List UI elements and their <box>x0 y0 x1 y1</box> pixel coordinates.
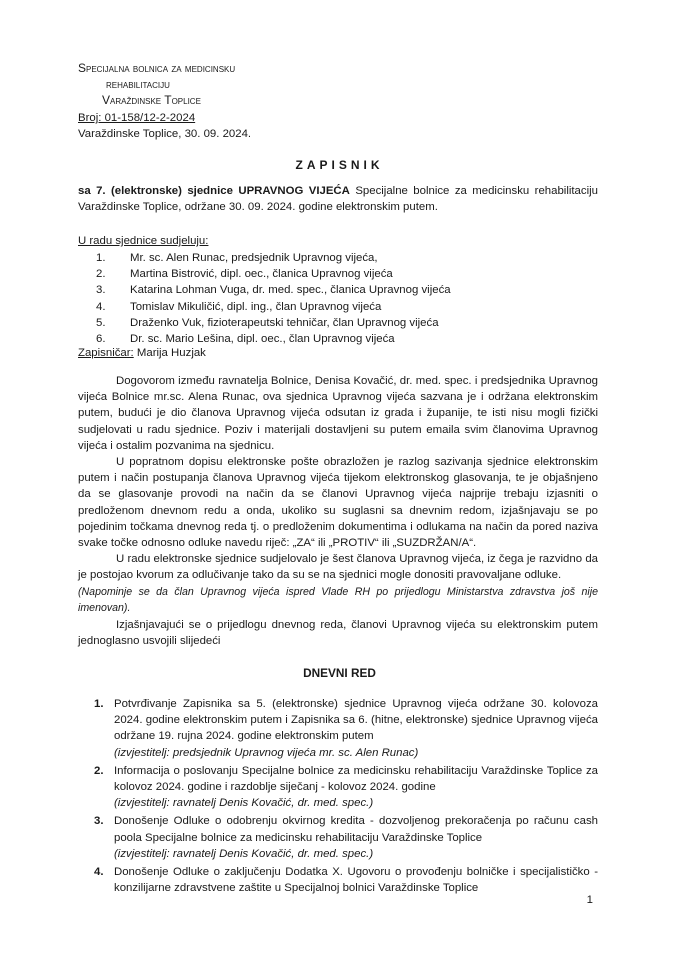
agenda-intro-text: Izjašnjavajući se o prijedlogu dnevnog reda, članovi Upravnog vijeća su elektronskim putem jednoglasno usvojili slijedeći <box>78 619 598 648</box>
list-item: 3. Donošenje Odluke o odobrenju okvirnog kredita - dozvoljenog prekoračenja po računu cash poola Specijalne bolnice za medicinsku rehabilitaciju Varaždinske Toplice (izvjestitelj: ravnatelj Denis Kovačić, dr. med. spec.) <box>94 815 598 860</box>
document-date: Varaždinske Toplice, 30. 09. 2024. <box>78 128 252 140</box>
institution-line-1: Specijalna bolnica za medicinsku <box>78 61 236 75</box>
institution-line-3: Varaždinske Toplice <box>102 93 201 107</box>
body-text <box>78 373 598 616</box>
institution-header <box>78 60 308 108</box>
institution-line-2: rehabilitaciju <box>106 77 170 91</box>
participants-list <box>78 250 451 347</box>
list-item: 1. Mr. sc. Alen Runac, predsjednik Upravnog vijeća, <box>96 252 378 264</box>
intro-bold: sa 7. (elektronske) sjednice UPRAVNOG VIJEĆA <box>78 185 350 197</box>
recorder-label: Zapisničar: <box>78 347 134 359</box>
recorder-name: Marija Huzjak <box>133 347 206 359</box>
list-item: 2. Informacija o poslovanju Specijalne bolnice za medicinsku rehabilitaciju Varaždinske Toplice za kolovoz 2024. godine i razdoblje siječanj - kolovoz 2024. godine (izvjestitelj: ravnatelj Denis Kovačić, dr. med. spec.) <box>94 764 598 810</box>
note-text: (Napominje se da član Upravnog vijeća ispred Vlade RH po prijedlogu Ministarstva zdravstva još nije imenovan). <box>78 585 598 614</box>
agenda-intro <box>78 617 598 649</box>
body-paragraph-1: Dogovorom između ravnatelja Bolnice, Denisa Kovačić, dr. med. spec. i predsjednika Upravnog vijeća Bolnice mr.sc. Alena Runac, ova sjednica Upravnog vijeća sazvana je i održana elektronskim putem, budući je dio članova Upravnog vijeća odsutan iz grada i županije, te isti nisu mogli fizički sudjelovati u radu sjednice. Poziv i materijali dostavljeni su putem emaila svim članovima Upravnog vijeća i ostalim pozvanima na sjednicu. <box>78 375 598 452</box>
list-item: 5. Draženko Vuk, fizioterapeutski tehničar, član Upravnog vijeća <box>96 316 439 329</box>
participants-heading: U radu sjednice sudjeluju: <box>78 235 209 247</box>
list-item: 3. Katarina Lohman Vuga, dr. med. spec., članica Upravnog vijeća <box>96 284 451 297</box>
list-item: 4. Donošenje Odluke o zaključenju Dodatka X. Ugovoru o provođenju bolničke i specijalističko - konzilijarne zdravstvene zaštite u Specijalnoj bolnici Varaždinske Toplice <box>94 866 598 895</box>
intro-rest: Specijalne bolnice za medicinsku rehabilitaciju Varaždinske Toplice, održane 30. 09. 2024. godine elektronskim putem. <box>78 185 598 214</box>
body-paragraph-3: U radu elektronske sjednice sudjelovalo je šest članova Upravnog vijeća, iz čega je razvidno da je postojao kvorum za odlučivanje tako da su se na sjednici mogle donositi pravovaljane odluke. <box>78 553 598 582</box>
page-number: 1 <box>586 894 593 906</box>
recorder-line <box>78 345 206 361</box>
list-item: 6. Dr. sc. Mario Lešina, dipl. oec., član Upravnog vijeća <box>96 332 395 345</box>
agenda-list <box>94 696 598 898</box>
body-paragraph-2: U popratnom dopisu elektronske pošte obrazložen je razlog sazivanja sjednice elektronskim putem i način postupanja članova Upravnog vijeća tijekom elektronskog glasovanja, te je objašnjeno da se glasovanje provodi na način da se članovi Upravnog vijeća najprije trebaju izjasniti o predloženom dnevnom redu a onda, ukoliko su suglasni sa dnevnim redom, izjašnjavaju se po pojedinim točkama dnevnog reda tj. o predloženim dokumentima i odlukama na način da pored naziva svake točke odnosno odluke navedu riječ: „ZA“ ili „PROTIV“ ili „SUZDRŽAN/A“. <box>78 456 598 550</box>
document-number: Broj: 01-158/12-2-2024 <box>78 112 196 124</box>
intro-paragraph <box>78 183 598 215</box>
list-item: 2. Martina Bistrović, dipl. oec., članica Upravnog vijeća <box>96 268 393 281</box>
agenda-title: DNEVNI RED <box>303 666 376 680</box>
list-item: 1. Potvrđivanje Zapisnika sa 5. (elektronske) sjednice Upravnog vijeća održane 30. kolovoza 2024. godine elektronskim putem i Zapisnika sa 6. (hitne, elektronske) sjednice Upravnog vijeća održane 19. rujna 2024. godine elektronskim putem (izvjestitelj: predsjednik Upravnog vijeća mr. sc. Alen Runac) <box>94 698 598 759</box>
document-title: ZAPISNIK <box>295 158 384 172</box>
list-item: 4. Tomislav Mikuličić, dipl. ing., član Upravnog vijeća <box>96 300 382 313</box>
